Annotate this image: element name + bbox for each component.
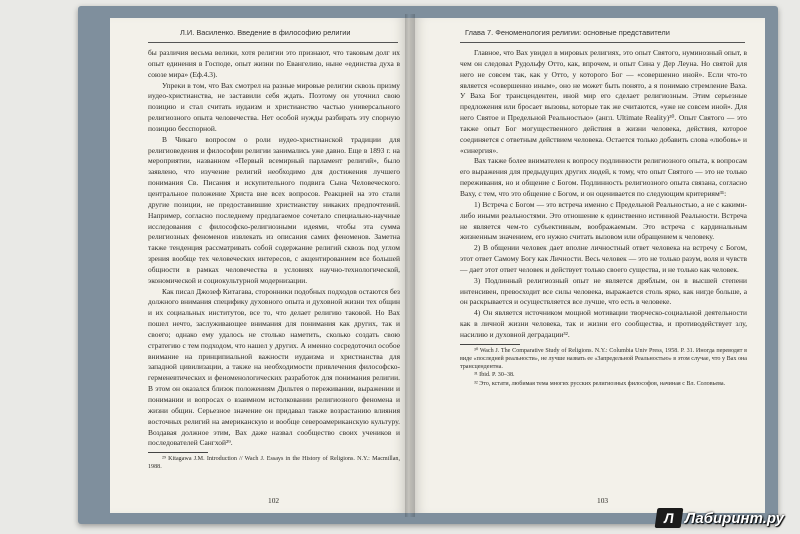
right-page xyxy=(410,18,765,513)
left-footnote-rule xyxy=(148,452,208,453)
right-footnote: ³¹ Ibid. P. 30–38. xyxy=(474,372,515,379)
left-footnote: ²⁹ Kitagawa J.M. Introduction // Wach J. Essays in the History of Religions. N.Y.: Macmillan, 1988. xyxy=(148,456,400,471)
watermark-logo-icon: Л xyxy=(655,508,684,528)
right-footnote-rule xyxy=(460,344,520,345)
right-running-header: Глава 7. Феноменология религии: основные представители xyxy=(465,28,670,37)
left-body-text xyxy=(148,48,400,472)
right-paragraph: Вах также более внимателен к вопросу подлинности религиозного опыта, к вопросам его выражения для предыдущих других людей, к тому, что опыт Святого — это не только переживания, но и общение с Богом. Подлинность религиозного опыта связана, согласно Ваху, с тем, что это общение с Богом, и он оценивается по следующим критериям³¹: xyxy=(460,156,747,198)
book-spine-gutter xyxy=(405,14,415,517)
left-paragraph: Упреки в том, что Вах смотрел на разные мировые религии сквозь призму иудео-христианства, не заставили себя ждать. Поэтому он уточнил свою позицию и стал считать иудаизм и христианство частью универсального религиозного опыта человечества. Нет особой нужды разбирать эту спорную позицию бесспорной. xyxy=(148,80,400,133)
left-paragraph: Как писал Джозеф Китагава, сторонники подобных подходов остаются без должного внимания специфику духовного опыта и духовной жизни тех общин и их социальных институтов, все то, что делает религию таковой. Но Вах пошел нечто, заслуживающее внимания для понимания как других, так и своего; однако ему удалось не столько наметить, сколько создать свою стратегию с тем подходом, что нашел у других. А именно сосредоточил особое внимание на принципиальной важности иудаизма и христианства для западной цивилизации, а также на необходимости привлечения философско-герменевтических и феноменологических разработок для понимания религии. В этом он оказался близок положениям Дильтея о переживании, выражении и понимании и вопросах о взаимном истолковании религиозного феномена и жизни общин. Серьезное значение он придавал также возрастанию влияния восточных религий на американскую и вообще североамериканскую культуру. Воздавая должное этим, Вах даже назвал сообщество своих учеников и последователей Сангхой²⁹. xyxy=(148,286,400,448)
watermark xyxy=(656,508,784,528)
left-header-rule xyxy=(148,42,398,43)
right-footnote: ³² Это, кстати, любимая тема многих русских религиозных философов, начиная с Вл. Соловьева. xyxy=(474,380,726,387)
right-page-number: 103 xyxy=(597,496,609,505)
right-paragraph: 2) В общении человек дает вполне личностный ответ человека на встречу с Богом, этот ответ Самому Богу как Личности. Весь человек — это не только разум, воля и чувств — дает этот ответ человек и действует только своего существа, и не только как человек. xyxy=(460,243,747,274)
right-paragraph: Главное, что Вах увидел в мировых религиях, это опыт Святого, нуминозный опыт, в чем он следовал Рудольфу Отто, как, впрочем, и опыт Сина у Дер Леуна. Но святой для него не совсем так, как у Отто, у которого Бог — «совершенно иной». Если что-то является «совершенно иным», оно не может быть понято, а я понимаю стремление Ваха. У Ваха Бог трансцендентен, иной мир его сделает религиозным. Этим серьезные предложения или бросает вызовы, которые так же считаются, «уже не совсем иной». Для него Святое и Предельной Реальностью» (англ. Ultimate Reality)³⁰. Опыт Святого — это также опыт Бог могущественного действия в жизни человека, действия, которое соединяется с ответным действием человека. Остается только добавить слова «любовь» и «синергия». xyxy=(460,48,747,155)
left-page xyxy=(110,18,410,513)
right-body-text xyxy=(460,48,747,388)
right-footnote: ³⁰ Wach J. The Comparative Study of Religions. N.Y.: Columbia Univ Press, 1958. P. 31. Иногда переводят в виде «последней реальности», не лучше назвать ее «Запредельной Реальностью» в этом случае, что у Вах она трансцендентна. xyxy=(460,347,747,371)
watermark-text: Лабиринт.ру xyxy=(684,509,784,527)
left-page-number: 102 xyxy=(268,496,280,505)
left-paragraph: бы различия весьма велики, хотя религии это признают, что таковым долг их опыт единения в Господе, опыт жизни по Евангелию, ныне «единства духа в союзе мира» (Еф.4.3). xyxy=(148,48,400,79)
right-paragraph: 1) Встреча с Богом — это встреча именно с Предельной Реальностью, а не с какими-либо иными реальностями. Это отношение к единственно истинной Реальности. Встреча не является чем-то субъективным, воображаемым. Это встреча с кардинальным жизненным значением, его нужно считать вызовом или обращением к человеку. xyxy=(460,199,747,242)
left-paragraph: В Чикаго вопросом о роли иудео-христианской традиции для религиоведения и философии религии занимались уже давно. Еще в 1893 г. на мероприятии, названном «Первый всемирный парламент религий», было заявлено, что изучение религий необходимо для достижения лучшего понимания Св. Писания и искупительного подвига Сына Человеческого. центральное положение Христа вне всех вопросов. Реакцией на это стали другие позиции, не предоставившие христианству никаких предпочтений. Например, согласно последнему предлагаемое сочетало специально-научные исследования с философско-религиозными идеями, чтобы эта сумма религиозных феноменов извлекать из описания самих феноменов. Заметна также тенденция рассматривать собой содержание религий сквозь под углом зрения вообще тех человеческих интересов, с акцентированием все большей общности в рамках человечества в условиях научно-технологической, экономической и социокультурной модернизации. xyxy=(148,134,400,285)
right-paragraph: 3) Подлинный религиозный опыт не является дряблым, он в высшей степени интенсивен, превосходит все силы человека, выражается столь ярко, как нигде больше, а он раскрывается и осуществляется все лучше, что есть в человеке. xyxy=(460,275,747,307)
left-running-header: Л.И. Василенко. Введение в философию религии xyxy=(180,28,351,37)
right-paragraph: 4) Он является источником мощной мотивации творческо-социальной деятельности как в личной жизни человека, так и жизни его сообщества, и противодействует злу, насилию и духовной деградации³². xyxy=(460,308,747,339)
right-header-rule xyxy=(460,42,745,43)
